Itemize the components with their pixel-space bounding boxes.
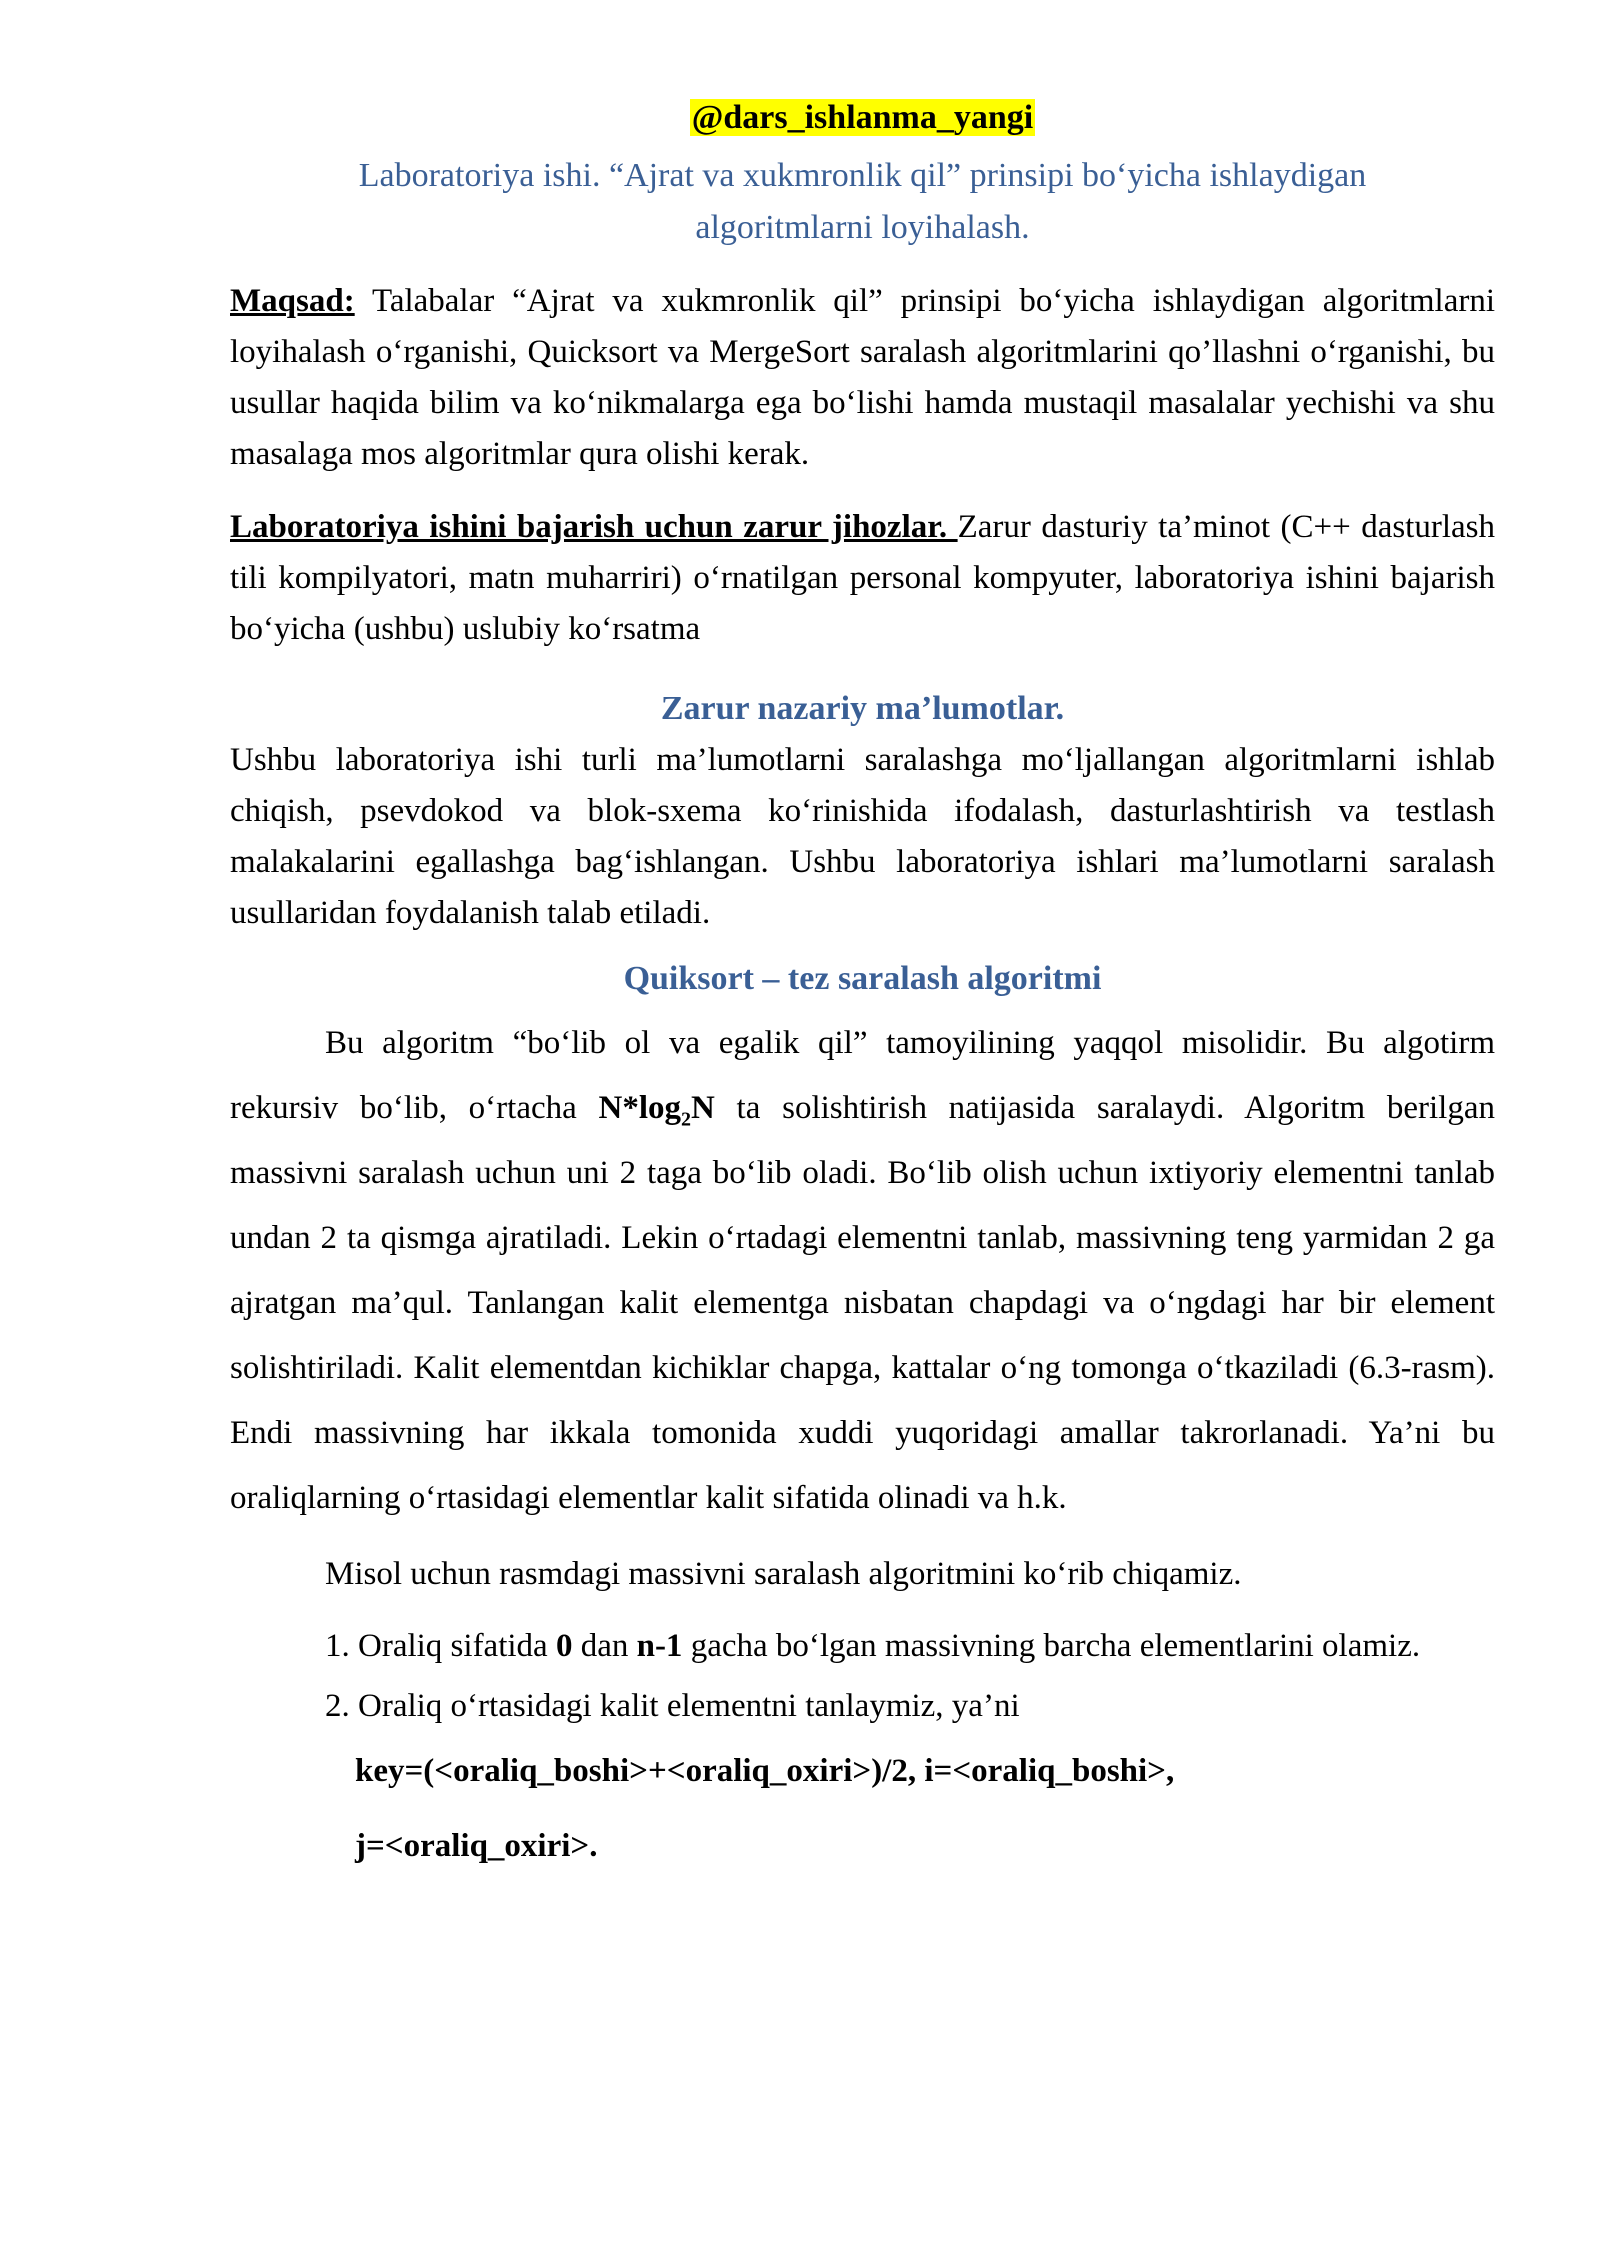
- step-1-e: gacha bo‘lgan massivning barcha elementlarini olamiz.: [682, 1628, 1421, 1664]
- document-title: [230, 150, 1495, 254]
- step-1-a: 1. Oraliq sifatida: [325, 1628, 556, 1664]
- quicksort-paragraph: [230, 1011, 1495, 1531]
- quicksort-text-before: Bu algoritm “bo‘lib ol va egalik qil” tamoyilining yaqqol misolidir. Bu algotirm rekursiv bo‘lib, o‘rtacha: [230, 1025, 1495, 1126]
- example-intro: Misol uchun rasmdagi massivni saralash algoritmini ko‘rib chiqamiz.: [325, 1556, 1242, 1592]
- purpose-text: Talabalar “Ajrat va xukmronlik qil” prinsipi bo‘yicha ishlaydigan algoritmlarni loyihalash o‘rganishi, Quicksort va MergeSort saralash algoritmlarini qo’llashni o‘rganishi, bu usullar haqida bilim va ko‘nikmalarga ega bo‘lishi hamda mustaqil masalalar yechishi va shu masalaga mos algoritmlar qura olishi kerak.: [230, 283, 1495, 472]
- equipment-paragraph: [230, 502, 1495, 655]
- step-2: 2. Oraliq o‘rtasidagi kalit elementni tanlaymiz, ya’ni: [325, 1688, 1020, 1724]
- code-line-1: key=(<oraliq_boshi>+<oraliq_oxiri>)/2, i=<oraliq_boshi>,: [355, 1753, 1175, 1789]
- channel-tag-highlight: @dars_ishlanma_yangi: [691, 99, 1034, 136]
- theory-paragraph: Ushbu laboratoriya ishi turli ma’lumotlarni saralashga mo‘ljallangan algoritmlarni ishlab chiqish, psevdokod va blok-sxema ko‘rinishida ifodalash, dasturlashtirish va testlash malakalarini egallashga bag‘ishlangan. Ushbu laboratoriya ishlari ma’lumotlarni saralash usullaridan foydalanish talab etiladi.: [230, 742, 1495, 931]
- title-line-2: algoritmlarni loyihalash.: [695, 209, 1030, 246]
- quicksort-text-after: ta solishtirish natijasida saralaydi. Algoritm berilgan massivni saralash uchun uni 2 taga bo‘lib oladi. Bo‘lib olish uchun ixtiyoriy elementni tanlab undan 2 ta qismga ajratiladi. Lekin o‘rtadagi elementni tanlab, massivning teng yarmidan 2 ga ajratgan ma’qul. Tanlangan kalit elementga nisbatan chapdagi va o‘ngdagi har bir element solishtiriladi. Kalit elementdan kichiklar chapga, kattalar o‘ng tomonga o‘tkaziladi (6.3-rasm). Endi massivning har ikkala tomonida xuddi yuqoridagi amallar takrorlanadi. Ya’ni bu oraliqlarning o‘rtasidagi elementlar kalit sifatida olinadi va h.k.: [230, 1090, 1495, 1516]
- purpose-label: Maqsad:: [230, 283, 355, 319]
- step-1-d: n-1: [636, 1628, 683, 1664]
- step-1-b: 0: [555, 1628, 573, 1664]
- theory-heading: Zarur nazariy ma’lumotlar.: [660, 690, 1065, 727]
- complexity-end: N: [690, 1090, 715, 1126]
- step-1-c: dan: [572, 1628, 637, 1664]
- code-line-2: j=<oraliq_oxiri>.: [355, 1828, 598, 1864]
- complexity-main: N*log: [598, 1090, 681, 1126]
- purpose-paragraph: [230, 276, 1495, 480]
- title-line-1: Laboratoriya ishi. “Ajrat va xukmronlik qil” prinsipi bo‘yicha ishlaydigan: [358, 157, 1367, 194]
- quicksort-heading: Quiksort – tez saralash algoritmi: [623, 960, 1102, 997]
- document-page: [230, 92, 1495, 1872]
- equipment-text: Zarur dasturiy ta’minot (C++ dasturlash tili kompilyatori, matn muharriri) o‘rnatilgan personal kompyuter, laboratoriya ishini bajarish bo‘yicha (ushbu) uslubiy ko‘rsatma: [230, 509, 1495, 647]
- complexity-subscript: 2: [680, 1108, 691, 1131]
- step-1: [230, 1614, 1495, 1679]
- channel-tag: [230, 92, 1495, 144]
- equipment-label: Laboratoriya ishini bajarish uchun zarur jihozlar.: [230, 509, 958, 545]
- complexity-formula: [598, 1090, 715, 1131]
